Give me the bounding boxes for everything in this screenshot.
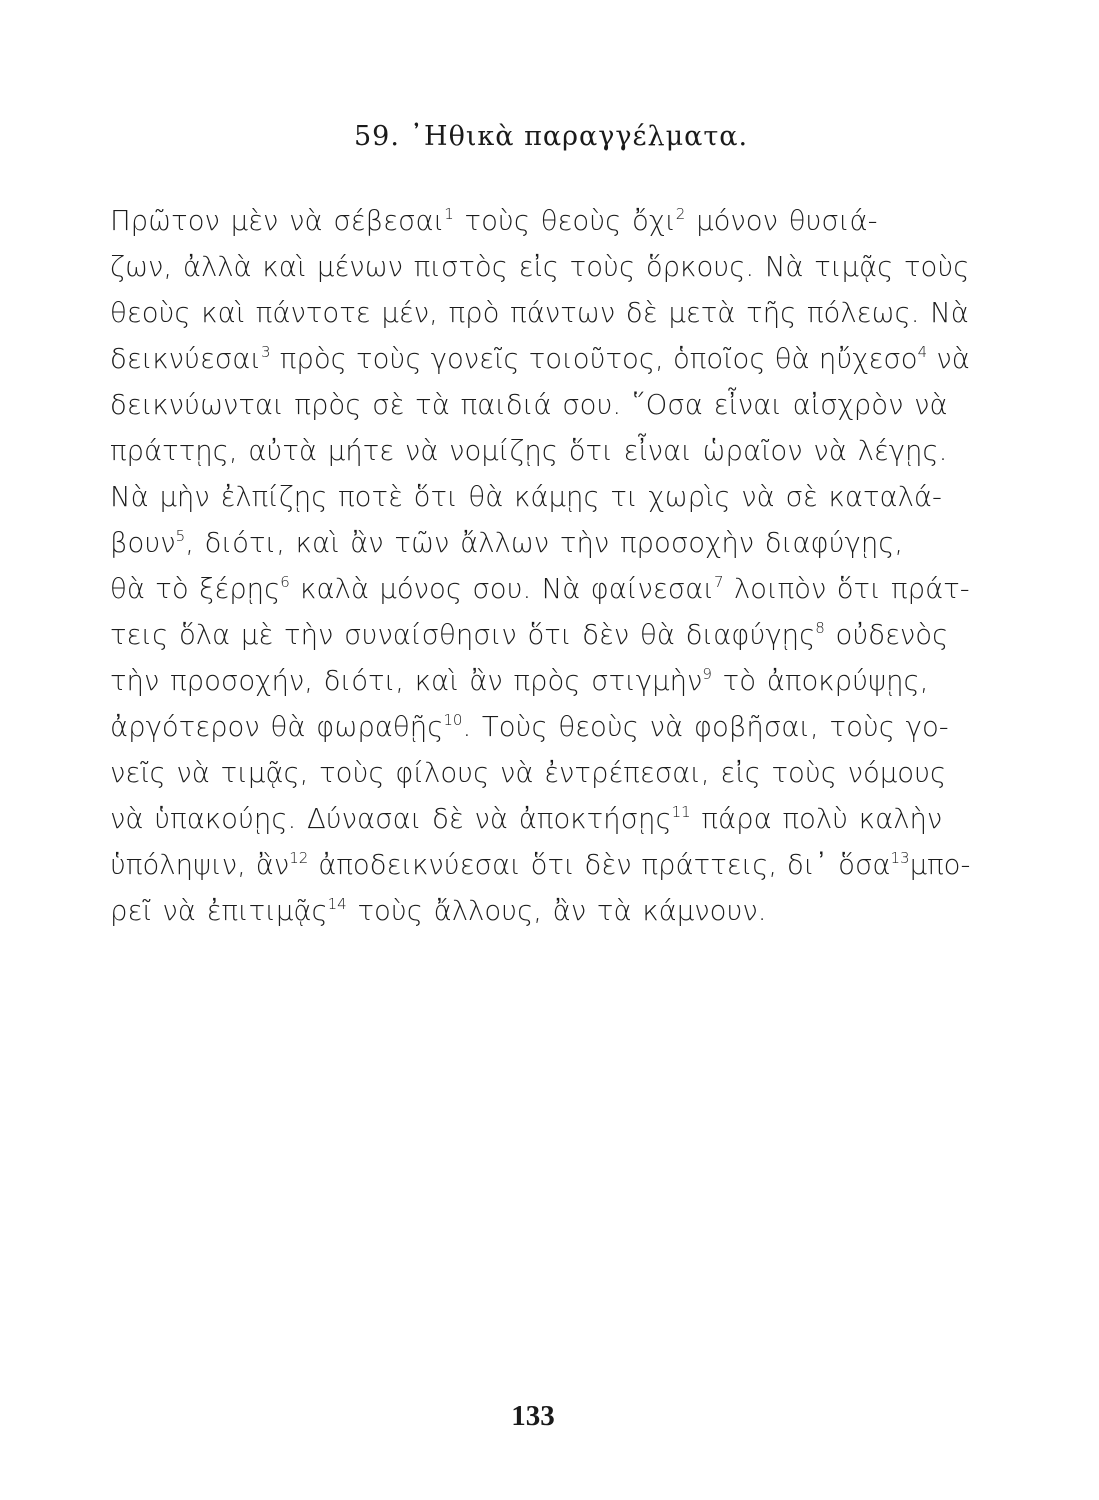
text-line: [110, 796, 970, 842]
text-segment: νὰ: [927, 343, 970, 375]
chapter-title-text: ᾿Ηθικὰ παραγγέλματα.: [409, 121, 749, 152]
text-line: [110, 244, 970, 290]
footnote-marker: 14: [327, 895, 347, 913]
text-line: [110, 704, 970, 750]
text-segment: δεικνύεσαι: [110, 343, 262, 375]
text-segment: ἀργότερον θὰ φωραθῇς: [110, 711, 444, 743]
footnote-marker: 4: [917, 343, 928, 361]
text-segment: μόνον θυσιά-: [685, 205, 878, 237]
text-segment: βουν: [110, 527, 176, 559]
text-line: [110, 382, 970, 428]
footnote-marker: 5: [175, 527, 186, 545]
text-line: [110, 428, 970, 474]
footnote-marker: 7: [713, 573, 724, 591]
text-segment: ζων, ἀλλὰ καὶ μένων πιστὸς εἰς τοὺς ὅρκους. Νὰ τιμᾷς τοὺς: [110, 251, 970, 283]
text-segment: τοὺς θεοὺς ὄχι: [453, 205, 676, 237]
text-line: [110, 842, 970, 888]
chapter-heading: [354, 121, 748, 152]
text-segment: πρὸς τοὺς γονεῖς τοιοῦτος, ὁποῖος θὰ ηὔχεσο: [270, 343, 918, 375]
text-segment: τὴν προσοχήν, διότι, καὶ ἂν πρὸς στιγμὴν: [110, 665, 703, 697]
chapter-number: 59.: [354, 121, 400, 152]
text-segment: μπο-: [909, 849, 971, 881]
text-segment: θὰ τὸ ξέρῃς: [110, 573, 281, 605]
footnote-marker: 2: [675, 205, 686, 223]
footnote-marker: 11: [671, 803, 691, 821]
text-line: [110, 198, 970, 244]
text-line: [110, 658, 970, 704]
text-segment: ὑπόληψιν, ἂν: [110, 849, 290, 881]
footnote-marker: 1: [444, 205, 454, 223]
body-text: [110, 198, 970, 934]
text-line: [110, 566, 970, 612]
text-segment: λοιπὸν ὅτι πράτ-: [723, 573, 970, 605]
footnote-marker: 10: [443, 711, 463, 729]
page-number: 133: [511, 1400, 555, 1432]
text-segment: ἀποδεικνύεσαι ὅτι δὲν πράττεις, δι᾿ ὅσα: [308, 849, 891, 881]
text-segment: τοὺς ἄλλους, ἂν τὰ κάμνουν.: [346, 895, 767, 927]
footnote-marker: 6: [280, 573, 290, 591]
text-line: [110, 750, 970, 796]
footnote-marker: 13: [890, 849, 910, 867]
text-segment: πάρα πολὺ καλὴν: [690, 803, 943, 835]
text-segment: οὐδενὸς: [824, 619, 949, 651]
text-segment: τεις ὅλα μὲ τὴν συναίσθησιν ὅτι δὲν θὰ διαφύγῃς: [110, 619, 816, 651]
text-segment: ρεῖ νὰ ἐπιτιμᾷς: [110, 895, 328, 927]
text-line: [110, 520, 970, 566]
text-line: [110, 290, 970, 336]
footnote-marker: 8: [815, 619, 825, 637]
text-segment: . Τοὺς θεοὺς νὰ φοβῆσαι, τοὺς γο-: [462, 711, 949, 743]
text-segment: Πρῶτον μὲν νὰ σέβεσαι: [110, 205, 445, 237]
text-line: [110, 474, 970, 520]
text-segment: θεοὺς καὶ πάντοτε μέν, πρὸ πάντων δὲ μετὰ τῆς πόλεως. Νὰ: [110, 297, 969, 329]
text-segment: , διότι, καὶ ἂν τῶν ἄλλων τὴν προσοχὴν διαφύγῃς,: [185, 527, 904, 559]
footnote-marker: 9: [702, 665, 712, 683]
text-line: [110, 336, 970, 382]
footnote-marker: 3: [261, 343, 271, 361]
footnote-marker: 12: [289, 849, 309, 867]
text-segment: δεικνύωνται πρὸς σὲ τὰ παιδιά σου. ῞Οσα εἶναι αἰσχρὸν νὰ: [110, 389, 948, 421]
text-segment: νὰ ὑπακούῃς. Δύνασαι δὲ νὰ ἀποκτήσῃς: [110, 803, 672, 835]
text-line: [110, 612, 970, 658]
text-segment: πράττῃς, αὐτὰ μήτε νὰ νομίζῃς ὅτι εἶναι ὡραῖον νὰ λέγῃς.: [110, 435, 948, 467]
text-segment: καλὰ μόνος σου. Νὰ φαίνεσαι: [289, 573, 714, 605]
text-segment: τὸ ἀποκρύψῃς,: [711, 665, 929, 697]
text-segment: Νὰ μὴν ἐλπίζῃς ποτὲ ὅτι θὰ κάμῃς τι χωρὶς νὰ σὲ καταλά-: [110, 481, 942, 513]
text-line: [110, 888, 970, 934]
text-segment: νεῖς νὰ τιμᾷς, τοὺς φίλους νὰ ἐντρέπεσαι, εἰς τοὺς νόμους: [110, 757, 947, 789]
